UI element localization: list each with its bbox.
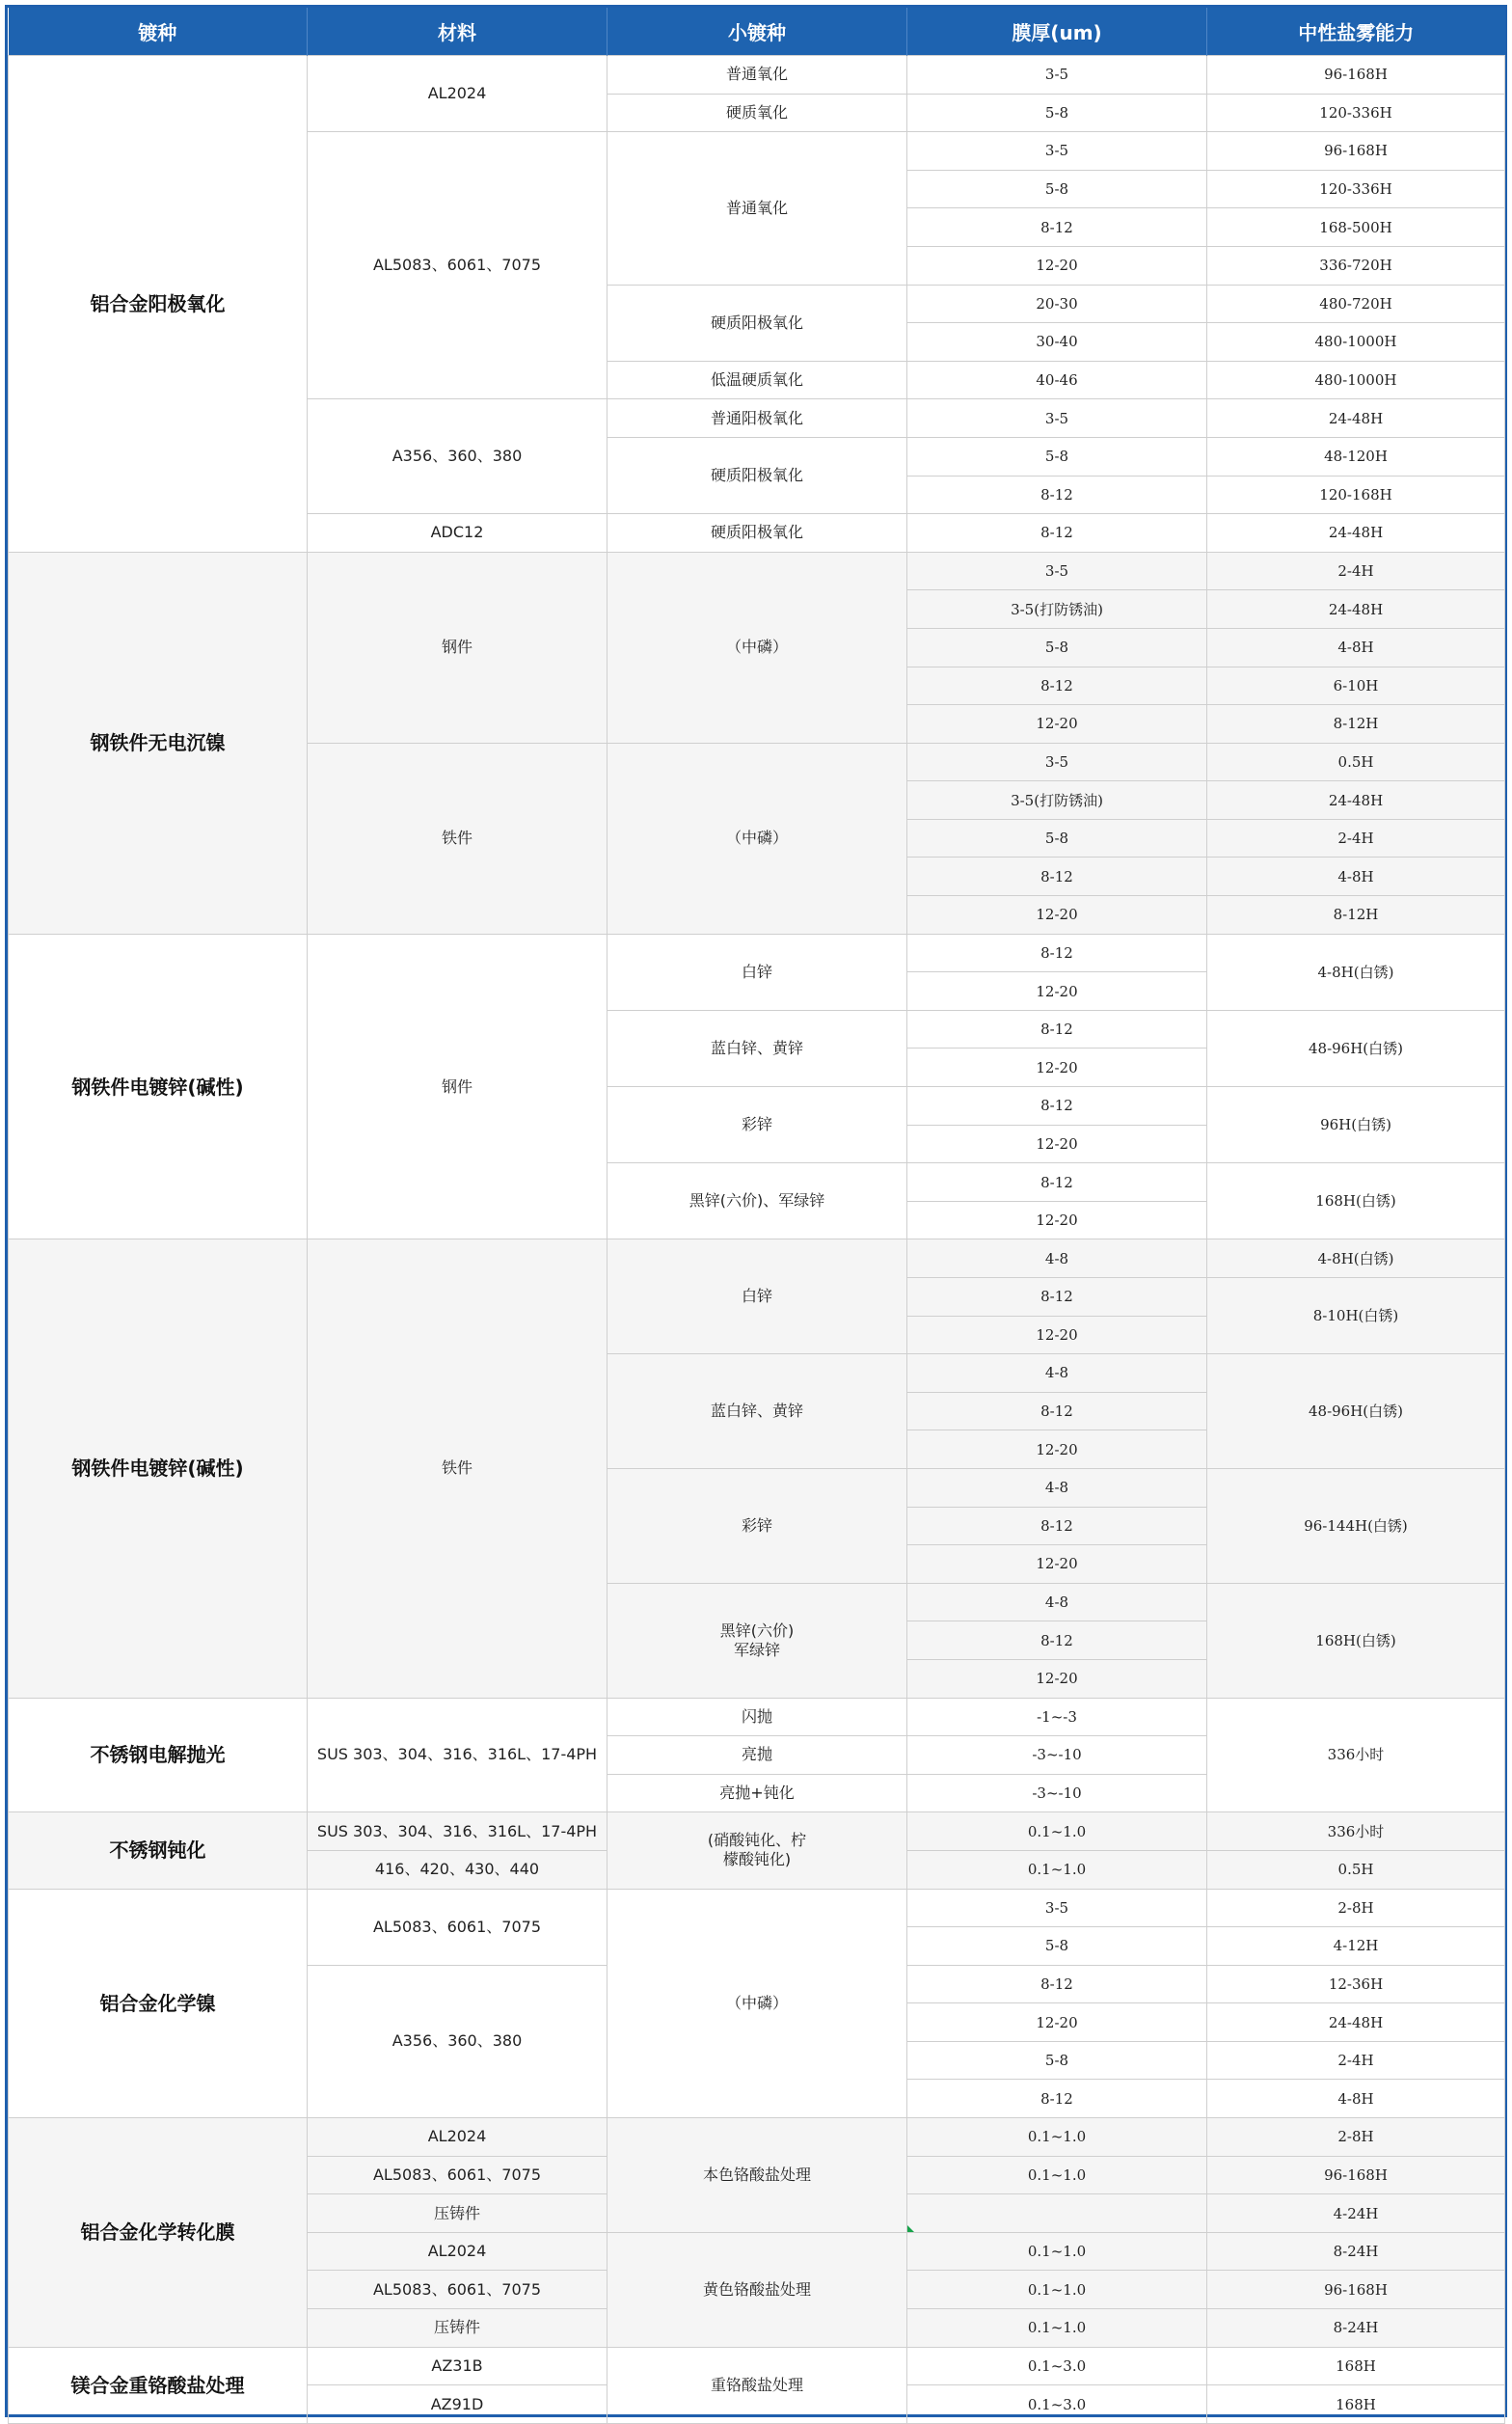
table-cell: 8-12H bbox=[1207, 705, 1505, 744]
table-cell: 2-4H bbox=[1207, 2041, 1505, 2080]
table-cell: 4-8H bbox=[1207, 2080, 1505, 2118]
table-cell: 5-8 bbox=[907, 819, 1207, 858]
sub-type-cell: 黄色铬酸盐处理 bbox=[608, 2232, 907, 2347]
table-cell: 120-336H bbox=[1207, 170, 1505, 208]
material-cell: ADC12 bbox=[308, 514, 608, 553]
material-cell: AL5083、6061、7075 bbox=[308, 2271, 608, 2309]
table-cell: 8-12 bbox=[907, 1507, 1207, 1545]
table-cell: 12-20 bbox=[907, 2003, 1207, 2042]
table-cell: 336小时 bbox=[1207, 1812, 1505, 1851]
table-row bbox=[9, 934, 1505, 972]
table-cell: 4-12H bbox=[1207, 1927, 1505, 1966]
table-cell: 8-12 bbox=[907, 1087, 1207, 1126]
table-cell: 20-30 bbox=[907, 285, 1207, 323]
table-cell: 336-720H bbox=[1207, 246, 1505, 285]
table-cell: 24-48H bbox=[1207, 781, 1505, 820]
material-cell: A356、360、380 bbox=[308, 399, 608, 514]
header-row bbox=[9, 8, 1505, 56]
sub-type-cell: 重铬酸盐处理 bbox=[608, 2347, 907, 2423]
table-cell: 12-20 bbox=[907, 972, 1207, 1011]
header-sub-type[interactable]: 小镀种 bbox=[608, 8, 907, 56]
table-cell: 168-500H bbox=[1207, 208, 1505, 247]
sub-type-cell: 亮抛 bbox=[608, 1736, 907, 1775]
table-cell: 168H(白锈) bbox=[1207, 1163, 1505, 1239]
material-cell: AL5083、6061、7075 bbox=[308, 2156, 608, 2194]
table-cell: 12-36H bbox=[1207, 1965, 1505, 2003]
material-cell: SUS 303、304、316、316L、17-4PH bbox=[308, 1812, 608, 1851]
table-body bbox=[9, 56, 1505, 2424]
plating-type-cell: 钢铁件电镀锌(碱性) bbox=[9, 934, 308, 1239]
table-row bbox=[9, 1889, 1505, 1927]
table-cell: 8-12 bbox=[907, 1278, 1207, 1317]
table-cell: 4-8 bbox=[907, 1354, 1207, 1393]
material-cell: AL5083、6061、7075 bbox=[308, 1889, 608, 1965]
table-cell: -3~-10 bbox=[907, 1736, 1207, 1775]
plating-type-cell: 镁合金重铬酸盐处理 bbox=[9, 2347, 308, 2423]
table-cell: 8-12 bbox=[907, 1163, 1207, 1202]
sub-type-cell: 白锌 bbox=[608, 934, 907, 1010]
table-cell: 96-168H bbox=[1207, 132, 1505, 171]
table-cell: 168H bbox=[1207, 2385, 1505, 2424]
plating-type-cell: 铝合金化学镍 bbox=[9, 1889, 308, 2118]
table-cell: 96-168H bbox=[1207, 56, 1505, 95]
sub-type-cell: 亮抛+钝化 bbox=[608, 1774, 907, 1812]
table-cell: 5-8 bbox=[907, 1927, 1207, 1966]
table-cell: 8-12 bbox=[907, 2080, 1207, 2118]
table-cell: 8-12 bbox=[907, 476, 1207, 514]
header-thickness[interactable]: 膜厚(um) bbox=[907, 8, 1207, 56]
table-cell: 5-8 bbox=[907, 628, 1207, 667]
material-cell: AZ31B bbox=[308, 2347, 608, 2385]
sub-type-cell: （中磷） bbox=[608, 1889, 907, 2118]
sub-type-cell: （中磷） bbox=[608, 552, 907, 743]
table-cell: 2-4H bbox=[1207, 819, 1505, 858]
sub-type-cell: 彩锌 bbox=[608, 1087, 907, 1163]
material-cell: SUS 303、304、316、316L、17-4PH bbox=[308, 1698, 608, 1812]
table-cell: 4-8 bbox=[907, 1239, 1207, 1278]
table-cell: 8-12 bbox=[907, 1392, 1207, 1430]
sub-type-cell: 闪抛 bbox=[608, 1698, 907, 1736]
table-cell: 4-8H bbox=[1207, 858, 1505, 896]
table-row bbox=[9, 1698, 1505, 1736]
table-cell: 4-8H(白锈) bbox=[1207, 934, 1505, 1010]
sub-type-cell: 黑锌(六价)、军绿锌 bbox=[608, 1163, 907, 1239]
table-cell: 48-120H bbox=[1207, 437, 1505, 476]
table-cell: 8-12 bbox=[907, 1010, 1207, 1049]
table-cell: 0.1~1.0 bbox=[907, 2156, 1207, 2194]
table-cell: 3-5 bbox=[907, 743, 1207, 781]
table-cell: 12-20 bbox=[907, 1545, 1207, 1584]
table-cell: 0.1~3.0 bbox=[907, 2385, 1207, 2424]
sub-type-cell: 本色铬酸盐处理 bbox=[608, 2118, 907, 2233]
table-cell: 4-8H(白锈) bbox=[1207, 1239, 1505, 1278]
table-cell: 0.1~3.0 bbox=[907, 2347, 1207, 2385]
table-cell: 168H(白锈) bbox=[1207, 1583, 1505, 1698]
table-row bbox=[9, 552, 1505, 590]
plating-type-cell: 铝合金化学转化膜 bbox=[9, 2118, 308, 2348]
material-cell: AL2024 bbox=[308, 2232, 608, 2271]
table-cell: 3-5 bbox=[907, 132, 1207, 171]
table-cell: 480-720H bbox=[1207, 285, 1505, 323]
sub-type-cell: 普通阳极氧化 bbox=[608, 399, 907, 438]
table-cell: 4-8 bbox=[907, 1468, 1207, 1507]
table-frame bbox=[5, 5, 1507, 2417]
table-cell: 8-12 bbox=[907, 1621, 1207, 1660]
table-cell: 24-48H bbox=[1207, 2003, 1505, 2042]
material-cell: 压铸件 bbox=[308, 2194, 608, 2233]
table-cell: 2-8H bbox=[1207, 2118, 1505, 2157]
table-cell: 2-8H bbox=[1207, 1889, 1505, 1927]
table-cell: 3-5 bbox=[907, 552, 1207, 590]
table-cell: 2-4H bbox=[1207, 552, 1505, 590]
sub-type-cell: 蓝白锌、黄锌 bbox=[608, 1010, 907, 1086]
material-cell: AL5083、6061、7075 bbox=[308, 132, 608, 399]
table-cell: 12-20 bbox=[907, 1659, 1207, 1698]
table-cell: 12-20 bbox=[907, 1049, 1207, 1087]
table-cell: 40-46 bbox=[907, 361, 1207, 399]
table-cell: 3-5(打防锈油) bbox=[907, 590, 1207, 629]
table-cell: -1~-3 bbox=[907, 1698, 1207, 1736]
table-cell: 480-1000H bbox=[1207, 323, 1505, 362]
table-cell: 96H(白锈) bbox=[1207, 1087, 1505, 1163]
sub-type-cell: 普通氧化 bbox=[608, 132, 907, 285]
plating-type-cell: 铝合金阳极氧化 bbox=[9, 56, 308, 553]
table-cell: 4-8 bbox=[907, 1583, 1207, 1621]
table-cell: 5-8 bbox=[907, 2041, 1207, 2080]
table-cell: 0.1~1.0 bbox=[907, 2309, 1207, 2348]
table-cell: 0.5H bbox=[1207, 743, 1505, 781]
table-cell: 0.5H bbox=[1207, 1850, 1505, 1889]
header-salt-spray[interactable]: 中性盐雾能力 bbox=[1207, 8, 1505, 56]
table-cell: 12-20 bbox=[907, 1125, 1207, 1163]
table-cell: 12-20 bbox=[907, 705, 1207, 744]
table-cell: 8-12 bbox=[907, 667, 1207, 705]
material-cell: 压铸件 bbox=[308, 2309, 608, 2348]
table-row bbox=[9, 56, 1505, 95]
table-cell: 8-12H bbox=[1207, 896, 1505, 935]
sub-type-cell: 硬质阳极氧化 bbox=[608, 285, 907, 361]
table-cell: 12-20 bbox=[907, 1430, 1207, 1469]
table-cell: 96-168H bbox=[1207, 2156, 1505, 2194]
material-cell: AL2024 bbox=[308, 2118, 608, 2157]
material-cell: AZ91D bbox=[308, 2385, 608, 2424]
table-cell: 12-20 bbox=[907, 896, 1207, 935]
sub-type-cell: 硬质阳极氧化 bbox=[608, 514, 907, 553]
table-cell: 8-12 bbox=[907, 934, 1207, 972]
table-cell: 8-12 bbox=[907, 514, 1207, 553]
sub-type-cell: 黑锌(六价) 军绿锌 bbox=[608, 1583, 907, 1698]
sub-type-cell: 白锌 bbox=[608, 1239, 907, 1354]
table-cell: 30-40 bbox=[907, 323, 1207, 362]
sub-type-cell: 硬质阳极氧化 bbox=[608, 437, 907, 513]
header-material[interactable]: 材料 bbox=[308, 8, 608, 56]
table-cell: 12-20 bbox=[907, 1201, 1207, 1239]
table-cell: 8-24H bbox=[1207, 2309, 1505, 2348]
table-cell: 0.1~1.0 bbox=[907, 1850, 1207, 1889]
table-cell: 5-8 bbox=[907, 94, 1207, 132]
table-row bbox=[9, 1812, 1505, 1851]
table-cell: 168H bbox=[1207, 2347, 1505, 2385]
table-cell: 96-168H bbox=[1207, 2271, 1505, 2309]
plating-type-cell: 不锈钢钝化 bbox=[9, 1812, 308, 1889]
table-cell: 3-5 bbox=[907, 399, 1207, 438]
table-cell: 8-10H(白锈) bbox=[1207, 1278, 1505, 1354]
sub-type-cell: 低温硬质氧化 bbox=[608, 361, 907, 399]
sub-type-cell: 彩锌 bbox=[608, 1468, 907, 1583]
material-cell: A356、360、380 bbox=[308, 1965, 608, 2117]
table-cell: -3~-10 bbox=[907, 1774, 1207, 1812]
table-cell: 8-12 bbox=[907, 208, 1207, 247]
table-cell: 24-48H bbox=[1207, 590, 1505, 629]
table-cell: 8-24H bbox=[1207, 2232, 1505, 2271]
table-cell: 12-20 bbox=[907, 1316, 1207, 1354]
table-cell: 48-96H(白锈) bbox=[1207, 1010, 1505, 1086]
table-cell: 480-1000H bbox=[1207, 361, 1505, 399]
material-cell: 钢件 bbox=[308, 934, 608, 1239]
plating-spec-table bbox=[8, 8, 1505, 2424]
table-cell: 3-5 bbox=[907, 1889, 1207, 1927]
material-cell: 416、420、430、440 bbox=[308, 1850, 608, 1889]
plating-type-cell: 钢铁件无电沉镍 bbox=[9, 552, 308, 934]
table-cell: 3-5(打防锈油) bbox=[907, 781, 1207, 820]
header-plating-type[interactable]: 镀种 bbox=[9, 8, 308, 56]
sub-type-cell: 蓝白锌、黄锌 bbox=[608, 1354, 907, 1469]
table-cell: 3-5 bbox=[907, 56, 1207, 95]
sub-type-cell: （中磷） bbox=[608, 743, 907, 934]
sub-type-cell: 普通氧化 bbox=[608, 56, 907, 95]
table-cell: 96-144H(白锈) bbox=[1207, 1468, 1505, 1583]
table-cell: 0.1~1.0 bbox=[907, 2118, 1207, 2157]
plating-type-cell: 不锈钢电解抛光 bbox=[9, 1698, 308, 1812]
table-cell: 0.1~1.0 bbox=[907, 2271, 1207, 2309]
material-cell: AL2024 bbox=[308, 56, 608, 132]
table-cell: 8-12 bbox=[907, 1965, 1207, 2003]
table-cell bbox=[907, 2194, 1207, 2233]
table-cell: 120-168H bbox=[1207, 476, 1505, 514]
table-cell: 48-96H(白锈) bbox=[1207, 1354, 1505, 1469]
table-cell: 336小时 bbox=[1207, 1698, 1505, 1812]
table-row bbox=[9, 2118, 1505, 2157]
table-row bbox=[9, 2347, 1505, 2385]
table-cell: 120-336H bbox=[1207, 94, 1505, 132]
table-row bbox=[9, 1239, 1505, 1278]
table-cell: 0.1~1.0 bbox=[907, 2232, 1207, 2271]
material-cell: 铁件 bbox=[308, 743, 608, 934]
table-cell: 12-20 bbox=[907, 246, 1207, 285]
table-cell: 4-8H bbox=[1207, 628, 1505, 667]
table-cell: 4-24H bbox=[1207, 2194, 1505, 2233]
plating-type-cell: 钢铁件电镀锌(碱性) bbox=[9, 1239, 308, 1698]
table-cell: 0.1~1.0 bbox=[907, 1812, 1207, 1851]
sub-type-cell: 硬质氧化 bbox=[608, 94, 907, 132]
table-cell: 24-48H bbox=[1207, 514, 1505, 553]
material-cell: 钢件 bbox=[308, 552, 608, 743]
material-cell: 铁件 bbox=[308, 1239, 608, 1698]
table-cell: 6-10H bbox=[1207, 667, 1505, 705]
table-cell: 5-8 bbox=[907, 170, 1207, 208]
table-cell: 8-12 bbox=[907, 858, 1207, 896]
sub-type-cell: (硝酸钝化、柠 檬酸钝化) bbox=[608, 1812, 907, 1889]
table-cell: 5-8 bbox=[907, 437, 1207, 476]
table-cell: 24-48H bbox=[1207, 399, 1505, 438]
